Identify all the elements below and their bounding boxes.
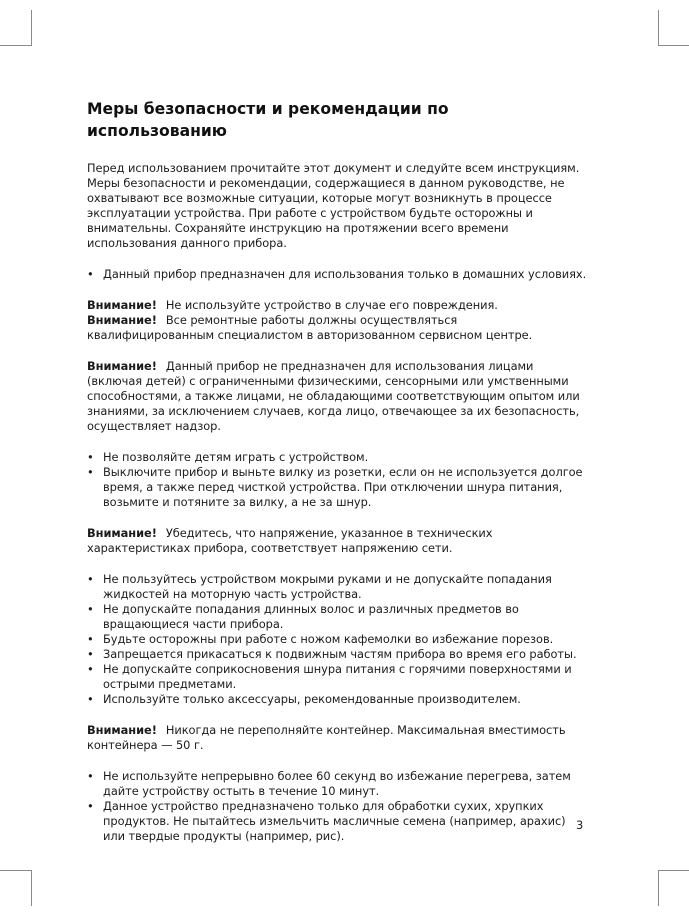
warning-paragraph [87,313,587,343]
crop-mark [31,10,32,46]
crop-mark [0,45,31,46]
list-item: • Не допускайте попадания длинных волос и различных предметов во вращающиеся части прибора. [87,602,587,632]
list-item: • Не пользуйтесь устройством мокрыми руками и не допускайте попадания жидкостей на моторную часть устройства. [87,572,587,602]
warning-label: Внимание! [87,359,157,373]
warning-text: Все ремонтные работы должны осуществляться квалифицированным специалистом в авторизованном сервисном центре. [87,313,533,342]
warning-label: Внимание! [87,298,157,312]
list-item: • Не допускайте соприкосновения шнура питания с горячими поверхностями и острыми предметами. [87,662,587,692]
list-item: • Используйте только аксессуары, рекомендованные производителем. [87,692,587,707]
warning-label: Внимание! [87,313,157,327]
crop-mark [658,870,659,906]
warning-text: Не используйте устройство в случае его повреждения. [165,298,498,312]
warning-label: Внимание! [87,723,157,737]
warning-label: Внимание! [87,526,157,540]
crop-mark [658,45,689,46]
warning-group-1 [87,298,587,343]
warning-text: Убедитесь, что напряжение, указанное в технических характеристиках прибора, соответствует напряжению сети. [87,526,493,555]
warning-paragraph [87,723,587,753]
list-item: • Будьте осторожны при работе с ножом кафемолки во избежание порезов. [87,632,587,647]
list-item: • Запрещается прикасаться к подвижным частям прибора во время его работы. [87,647,587,662]
warning-paragraph [87,298,587,313]
bullet-list-4 [87,769,587,844]
warning-paragraph [87,359,587,434]
list-item: • Не позволяйте детям играть с устройством. [87,450,587,465]
list-item: • Не используйте непрерывно более 60 секунд во избежание перегрева, затем дайте устройству остыть в течение 10 минут. [87,769,587,799]
list-item: • Данное устройство предназначено только для обработки сухих, хрупких продуктов. Не пытайтесь измельчить масличные семена (например, арахис) или твердые продукты (например, рис). [87,799,587,844]
page-number: 3 [576,818,584,832]
crop-mark [31,870,32,906]
bullet-list-1 [87,267,587,282]
crop-mark [658,10,659,46]
bullet-list-2 [87,450,587,510]
page-content [87,98,587,860]
crop-mark [658,870,689,871]
warning-text: Данный прибор не предназначен для использования лицами (включая детей) с ограниченными физическими, сенсорными или умственными способностями, а также лицами, не обладающими соответствующим опытом или знаниями, за исключением случаев, когда лицо, отвечающее за их безопасность, осуществляет надзор. [87,359,580,433]
bullet-list-3 [87,572,587,707]
warning-text: Никогда не переполняйте контейнер. Максимальная вместимость контейнера — 50 г. [87,723,566,752]
page-title: Меры безопасности и рекомендации по использованию [87,100,449,140]
warning-paragraph [87,526,587,556]
list-item: • Выключите прибор и выньте вилку из розетки, если он не используется долгое время, а также перед чисткой устройства. При отключении шнура питания, возьмите и потяните за вилку, а не за шнур. [87,465,587,510]
list-item: • Данный прибор предназначен для использования только в домашних условиях. [87,267,587,282]
intro-paragraph: Перед использованием прочитайте этот документ и следуйте всем инструкциям. Меры безопасности и рекомендации, содержащиеся в данном руководстве, не охватывают все возможные ситуации, которые могут возникнуть в процессе эксплуатации устройства. При работе с устройством будьте осторожны и внимательны. Сохраняйте инструкцию на протяжении всего времени использования данного прибора. [87,161,580,250]
crop-mark [0,870,31,871]
